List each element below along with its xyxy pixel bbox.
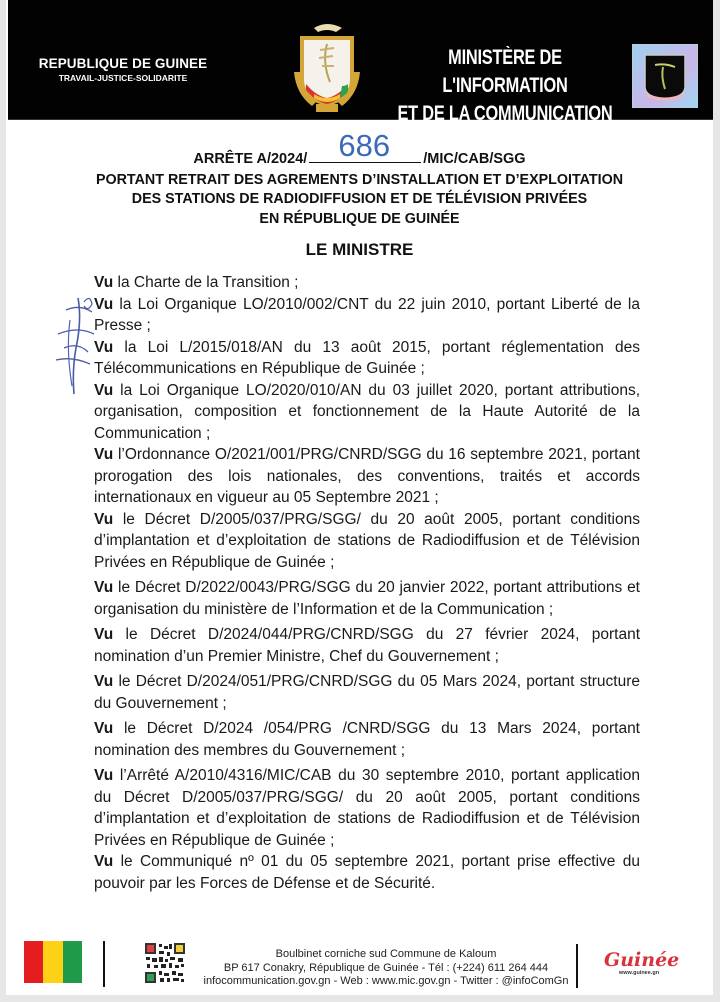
vu-keyword: Vu	[94, 720, 114, 737]
vu-keyword: Vu	[94, 381, 114, 399]
arrete-prefix: ARRÊTE A/2024/	[193, 151, 308, 167]
consideration-item: Vu le Décret D/2005/037/PRG/SGG/ du 20 août 2005, portant conditions d’implantation et d’exploitation de stations de Radiodiffusion et de Télévision Privées en République de Guinée ;	[94, 510, 640, 571]
document-page	[6, 0, 713, 995]
arrete-number: 686	[338, 128, 391, 163]
national-motto: TRAVAIL-JUSTICE-SOLIDARITE	[58, 73, 188, 83]
ministry-line-1: MINISTÈRE DE L'INFORMATION	[442, 46, 568, 97]
vu-keyword: Vu	[94, 338, 114, 356]
guinea-coat-of-arms-icon	[286, 22, 368, 114]
flag-band-yellow	[43, 941, 62, 983]
consideration-item: Vu l’Arrêté A/2010/4316/MIC/CAB du 30 septembre 2010, portant application du Décret D/2005/037/PRG/SGG/ du 20 août 2005, portant conditions d’implantation et d’exploitation de stations de Radiodiffusion et de Télévision Privées en République de Guinée ;	[94, 767, 640, 849]
authority-heading: LE MINISTRE	[305, 240, 414, 259]
vu-keyword: Vu	[94, 626, 114, 643]
consideration-item: Vu le Décret D/2024/051/PRG/CNRD/SGG du 05 Mars 2024, portant structure du Gouvernement ;	[94, 673, 640, 712]
consideration-item: Vu la Loi Organique LO/2010/002/CNT du 22 juin 2010, portant Liberté de la Presse ;	[94, 295, 640, 334]
footer-divider	[576, 944, 578, 988]
consideration-item: Vu l’Ordonnance O/2021/001/PRG/CNRD/SGG du 16 septembre 2021, portant prorogation des lois nationales, des conventions, traités et accords internationaux en vigueur au 05 Septembre 2021 ;	[94, 446, 640, 506]
address-line-3[interactable]: infocommunication.gov.gn - Web : www.mic.gov.gn - Twitter : @infoComGn	[203, 975, 569, 987]
subject-line-2: DES STATIONS DE RADIODIFFUSION ET DE TÉLÉVISION PRIVÉES	[131, 191, 588, 208]
consideration-item: Vu le Décret D/2024 /054/PRG /CNRD/SGG du 13 Mars 2024, portant nomination des membres du Gouvernement ;	[94, 720, 640, 759]
vu-keyword: Vu	[94, 673, 114, 690]
arrete-suffix: /MIC/CAB/SGG	[423, 151, 526, 167]
ministry-address	[196, 948, 576, 989]
republic-block	[28, 56, 218, 83]
vu-keyword: Vu	[94, 274, 114, 291]
vu-keyword: Vu	[94, 853, 114, 870]
brand-url[interactable]: www.guinee.gn	[618, 970, 660, 976]
subject-line-1: PORTANT RETRAIT DES AGREMENTS D’INSTALLATION ET D’EXPLOITATION	[95, 172, 624, 188]
consideration-item: Vu la Loi Organique LO/2020/010/AN du 03 juillet 2020, portant attributions, organisation, composition et fonctionnement de la Haute Autorité de la Communication ;	[94, 381, 640, 442]
flag-band-green	[63, 941, 82, 983]
handwritten-initials	[48, 290, 98, 400]
address-line-2: BP 617 Conakry, République de Guinée - Tél : (+224) 611 264 444	[223, 961, 549, 974]
consideration-item: Vu la Charte de la Transition ;	[94, 274, 299, 291]
guinea-flag-icon	[24, 941, 82, 983]
vu-keyword: Vu	[94, 579, 114, 596]
flag-band-red	[24, 941, 43, 983]
qr-code-icon[interactable]	[145, 943, 185, 983]
republic-name: REPUBLIQUE DE GUINEE	[38, 56, 208, 71]
considerations-list	[94, 272, 640, 894]
address-line-1: Boulbinet corniche sud Commune de Kaloum	[275, 948, 497, 960]
arrete-subject	[6, 171, 713, 229]
vu-keyword: Vu	[94, 510, 114, 528]
consideration-item: Vu le Décret D/2024/044/PRG/CNRD/SGG du 27 février 2024, portant nomination d’un Premier Ministre, Chef du Gouvernement ;	[94, 626, 640, 665]
vu-keyword: Vu	[94, 446, 114, 463]
consideration-item: Vu le Communiqué nº 01 du 05 septembre 2021, portant prise effective du pouvoir par les Forces de Défense et de Sécurité.	[94, 853, 640, 892]
subject-line-3: EN RÉPUBLIQUE DE GUINÉE	[259, 210, 460, 227]
ministry-line-2: ET DE LA COMMUNICATION	[397, 102, 613, 125]
vu-keyword: Vu	[94, 767, 114, 784]
footer-divider	[103, 941, 105, 987]
ministry-name	[388, 44, 622, 128]
ministry-emblem-icon	[632, 44, 698, 108]
arrete-number-field	[309, 128, 421, 163]
guinee-brand-logo	[604, 949, 680, 976]
letterhead	[8, 0, 713, 125]
consideration-item: Vu le Décret D/2022/0043/PRG/SGG du 20 janvier 2022, portant attributions et organisation du ministère de l’Information et de la Communication ;	[94, 579, 640, 618]
brand-name: Guinée	[604, 949, 680, 971]
arrete-reference	[6, 128, 713, 167]
consideration-item: Vu la Loi L/2015/018/AN du 13 août 2015, portant réglementation des Télécommunications en République de Guinée ;	[94, 338, 640, 377]
vu-keyword: Vu	[94, 295, 114, 313]
